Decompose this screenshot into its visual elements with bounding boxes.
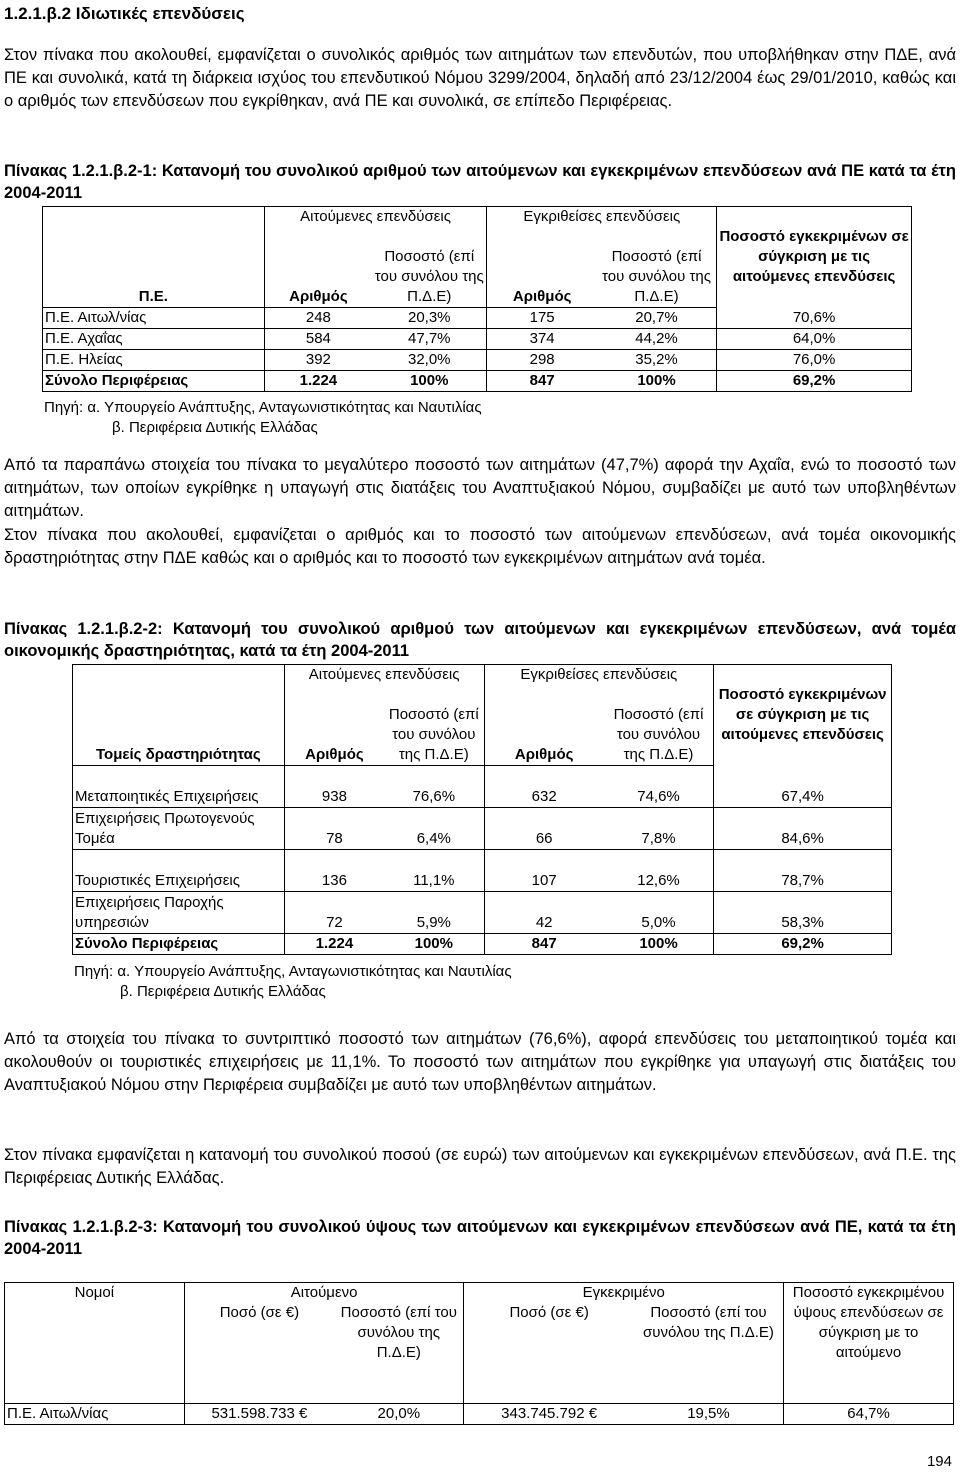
table1-col-pct-app: Ποσοστό (επί του συνόλου της Π.Δ.Ε) [597, 227, 717, 307]
table2-col-pct-req: Ποσοστό (επί του συνόλου της Π.Δ.Ε) [384, 685, 484, 765]
table2-col-sector: Τομείς δραστηριότητας [73, 685, 285, 765]
table2-col-ratio: Ποσοστό εγκεκριμένων σε σύγκριση με τις αιτούμενες επενδύσεις [714, 665, 892, 766]
table2-source-a: Πηγή: α. Υπουργείο Ανάπτυξης, Ανταγωνιστικότητας και Ναυτιλίας [74, 963, 512, 980]
paragraph-5: Στον πίνακα εμφανίζεται η κατανομή του συνολικού ποσού (σε ευρώ) των αιτούμενων και εγκεκριμένων επενδύσεων, ανά Π.Ε. της Περιφέρειας Δυτικής Ελλάδας. [4, 1146, 956, 1187]
table2-source-b: β. Περιφέρεια Δυτικής Ελλάδας [120, 983, 326, 1000]
table-row: Π.Ε. Αιτωλ/νίας 531.598.733 € 20,0% 343.745.792 € 19,5% 64,7% [5, 1403, 954, 1424]
table-row: Π.Ε. Ηλείας 392 32,0% 298 35,2% 76,0% [43, 349, 912, 370]
table3-col-ratio: Ποσοστό εγκεκριμένου ύψους επενδύσεων σε σύγκριση με το αιτούμενο [784, 1283, 954, 1404]
table-row: Τουριστικές Επιχειρήσεις 136 11,1% 107 12,6% 78,7% [73, 849, 892, 891]
table-row: Μεταποιητικές Επιχειρήσεις 938 76,6% 632 74,6% 67,4% [73, 765, 892, 807]
table1-col-num-req: Αριθμός [264, 227, 372, 307]
table2-caption: Πίνακας 1.2.1.β.2-2: Κατανομή του συνολικού αριθμού των αιτούμενων και εγκεκριμένων επενδύσεων, ανά τομέα οικονομικής δραστηριότητας, κατά τα έτη 2004-2011 [4, 620, 956, 660]
table3-col-amount-app: Ποσό (σε €) [464, 1303, 634, 1403]
table2-col-pct-app: Ποσοστό (επί του συνόλου της Π.Δ.Ε) [604, 685, 714, 765]
table1-source-a: Πηγή: α. Υπουργείο Ανάπτυξης, Ανταγωνιστικότητας και Ναυτιλίας [44, 399, 482, 416]
table3-group-approved: Εγκεκριμένο [464, 1283, 784, 1304]
table1-caption: Πίνακας 1.2.1.β.2-1: Κατανομή του συνολικού αριθμού των αιτούμενων και εγκεκριμένων επενδύσεων ανά ΠΕ κατά τα έτη 2004-2011 [4, 162, 956, 202]
paragraph-2: Από τα παραπάνω στοιχεία του πίνακα το μεγαλύτερο ποσοστό των αιτημάτων (47,7%) αφορά την Αχαΐα, ενώ το ποσοστό των αιτημάτων, των οποίων εγκρίθηκε η υπαγωγή στις διατάξεις του Αναπτυξιακού Νόμου, συμβαδίζει με αυτό των υποβληθέντων αιτημάτων. [4, 456, 956, 520]
table3-col-amount-req: Ποσό (σε €) [219, 1304, 300, 1321]
table1-col-num-app: Αριθμός [487, 227, 597, 307]
table-row: Επιχειρήσεις Παροχής υπηρεσιών 72 5,9% 42 5,0% 58,3% [73, 891, 892, 933]
table-row: Π.Ε. Αχαΐας 584 47,7% 374 44,2% 64,0% [43, 328, 912, 349]
page-number: 194 [926, 1453, 952, 1470]
table1-source-b: β. Περιφέρεια Δυτικής Ελλάδας [112, 419, 318, 436]
table2-group-requested: Αιτούμενες επενδύσεις [284, 665, 484, 686]
table1-corner [43, 207, 265, 228]
intro-paragraph: Στον πίνακα που ακολουθεί, εμφανίζεται ο συνολικός αριθμός των αιτημάτων των επενδυτών, που υποβλήθηκαν στην ΠΔΕ, ανά ΠΕ και συνολικά, κατά τη διάρκεια ισχύος του επενδυτικού Νόμου 3299/2004, δηλαδή από 23/12/2004 έως 29/01/2010, καθώς και ο αριθμός των επενδύσεων που εγκρίθηκαν, ανά ΠΕ και συνολικά, σε επίπεδο Περιφέρειας. [4, 46, 956, 110]
table3-col-pct-req: Ποσοστό (επί του συνόλου της Π.Δ.Ε) [340, 1304, 457, 1361]
table2-col-num-app: Αριθμός [484, 685, 604, 765]
table1-group-requested: Αιτούμενες επενδύσεις [264, 207, 487, 228]
paragraph-3: Στον πίνακα που ακολουθεί, εμφανίζεται ο αριθμός και το ποσοστό των αιτούμενων επενδύσεων, ανά τομέα οικονομικής δραστηριότητας στην ΠΔΕ καθώς και ο αριθμός και το ποσοστό των εγκεκριμένων αιτημάτων ανά τομέα. [4, 526, 956, 567]
section-title: 1.2.1.β.2 Ιδιωτικές επενδύσεις [4, 4, 245, 23]
table2-group-approved: Εγκριθείσες επενδύσεις [484, 665, 714, 686]
table1-group-approved: Εγκριθείσες επενδύσεις [487, 207, 717, 228]
table-total-row: Σύνολο Περιφέρειας 1.224 100% 847 100% 69,2% [73, 933, 892, 954]
table-total-row: Σύνολο Περιφέρειας 1.224 100% 847 100% 69,2% [43, 370, 912, 391]
table3 [4, 1282, 954, 1425]
table-row: Επιχειρήσεις Πρωτογενούς Τομέα 78 6,4% 66 7,8% 84,6% [73, 807, 892, 849]
table-row: Π.Ε. Αιτωλ/νίας 248 20,3% 175 20,7% 70,6% [43, 307, 912, 328]
table2 [72, 664, 892, 955]
table3-group-requested: Αιτούμενο [184, 1283, 464, 1304]
table3-col-nomoi: Νομοί [5, 1283, 185, 1404]
table1-col-pct-req: Ποσοστό (επί του συνόλου της Π.Δ.Ε) [372, 227, 487, 307]
table1 [42, 206, 912, 392]
paragraph-4: Από τα στοιχεία του πίνακα το συντριπτικό ποσοστό των αιτημάτων (76,6%), αφορά επενδύσεις του μεταποιητικού τομέα και ακολουθούν οι τουριστικές επιχειρήσεις με 11,1%. Το ποσοστό των αιτημάτων που εγκρίθηκε για υπαγωγή στις διατάξεις του Αναπτυξιακού Νόμου στην Περιφέρεια συμβαδίζει με αυτό των υποβληθέντων αιτημάτων. [4, 1030, 956, 1094]
table3-col-pct-app: Ποσοστό (επί του συνόλου της Π.Δ.Ε) [643, 1304, 774, 1341]
table3-caption: Πίνακας 1.2.1.β.2-3: Κατανομή του συνολικού ύψους των αιτούμενων και εγκεκριμένων επενδύσεων ανά ΠΕ, κατά τα έτη 2004-2011 [4, 1218, 956, 1258]
table1-col-pe: Π.Ε. [43, 227, 265, 307]
table1-col-ratio: Ποσοστό εγκεκριμένων σε σύγκριση με τις αιτούμενες επενδύσεις [717, 207, 912, 308]
table2-col-num-req: Αριθμός [284, 685, 384, 765]
